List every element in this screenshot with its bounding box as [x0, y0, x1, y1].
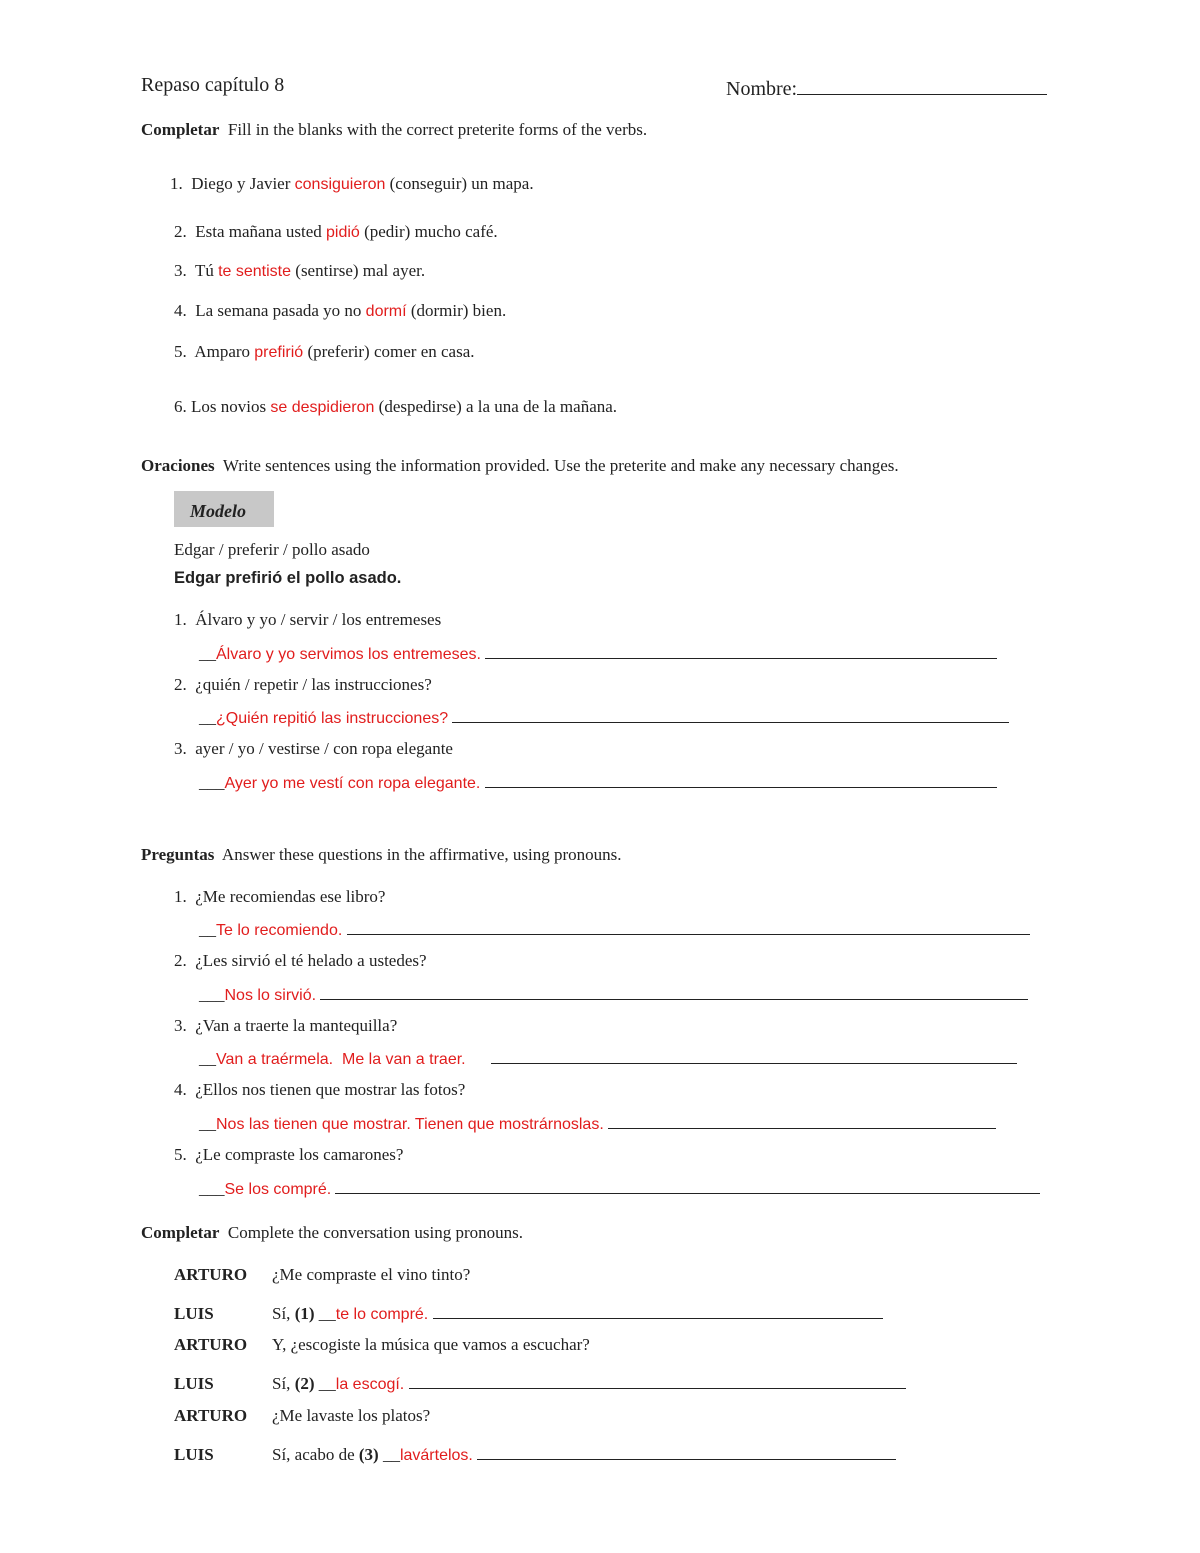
modelo-prompt: Edgar / preferir / pollo asado — [174, 540, 370, 559]
answer-line[interactable]: ___Se los compré. — [199, 1175, 1040, 1199]
answer: consiguieron — [294, 176, 386, 193]
name-blank[interactable] — [797, 74, 1047, 95]
section-instructions: Write sentences using the information provided. Use the preterite and make any necessary changes. — [222, 456, 899, 475]
answer: Te lo recomiendo. — [216, 922, 343, 939]
modelo-answer: Edgar prefirió el pollo asado. — [174, 569, 402, 587]
section-title: Oraciones — [141, 456, 215, 475]
answer: dormí — [365, 303, 407, 320]
list-item: 4. ¿Ellos nos tienen que mostrar las fotos? — [174, 1080, 466, 1099]
list-item: 2. Esta mañana usted pidió (pedir) mucho café. — [174, 222, 498, 241]
dialogue-row[interactable]: LUIS Sí, acabo de (3) __lavártelos. — [174, 1441, 896, 1465]
dialogue-row: ARTURO ¿Me compraste el vino tinto? — [174, 1265, 471, 1284]
answer: se despidieron — [270, 399, 375, 416]
speaker: ARTURO — [174, 1265, 248, 1284]
answer: lavártelos. — [399, 1447, 473, 1464]
dialogue-row: ARTURO Y, ¿escogiste la música que vamos a escuchar? — [174, 1335, 590, 1354]
section-preguntas-heading — [141, 845, 622, 865]
answer: Van a traérmela. Me la van a traer. — [216, 1051, 466, 1068]
name-label: Nombre: — [726, 78, 798, 100]
answer: pidió — [326, 224, 360, 241]
speaker: LUIS — [174, 1445, 214, 1464]
dialogue-row[interactable]: LUIS Sí, (2) __la escogí. — [174, 1370, 906, 1394]
list-item: 3. Tú te sentiste (sentirse) mal ayer. — [174, 261, 426, 280]
answer-line[interactable]: __Te lo recomiendo. — [199, 916, 1030, 940]
speaker: LUIS — [174, 1374, 214, 1393]
answer: la escogí. — [335, 1376, 405, 1393]
list-item: 1. Álvaro y yo / servir / los entremeses — [174, 610, 442, 629]
section-completar-1-heading — [141, 120, 647, 140]
dialogue-row[interactable]: LUIS Sí, (1) __te lo compré. — [174, 1300, 883, 1324]
answer: te lo compré. — [335, 1306, 429, 1323]
list-item: 2. ¿Les sirvió el té helado a ustedes? — [174, 951, 427, 970]
answer-line[interactable]: ___Nos lo sirvió. — [199, 981, 1028, 1005]
section-title: Preguntas — [141, 845, 215, 864]
answer-line[interactable]: ___Ayer yo me vestí con ropa elegante. — [199, 769, 997, 793]
list-item: 5. ¿Le compraste los camarones? — [174, 1145, 404, 1164]
list-item: 1. Diego y Javier consiguieron (conseguir) un mapa. — [170, 174, 534, 193]
modelo-label: Modelo — [190, 501, 246, 521]
answer-line[interactable]: __Van a traérmela. Me la van a traer. — [199, 1045, 1017, 1069]
section-title: Completar — [141, 1223, 220, 1242]
list-item: 5. Amparo prefirió (preferir) comer en casa. — [174, 342, 475, 361]
answer: Ayer yo me vestí con ropa elegante. — [224, 775, 481, 792]
answer: Álvaro y yo servimos los entremeses. — [216, 646, 481, 663]
answer-line[interactable]: __¿Quién repitió las instrucciones? — [199, 704, 1009, 728]
section-oraciones-heading — [141, 456, 899, 476]
dialogue-row: ARTURO ¿Me lavaste los platos? — [174, 1406, 431, 1425]
section-instructions: Fill in the blanks with the correct preterite forms of the verbs. — [227, 120, 648, 139]
speaker: ARTURO — [174, 1335, 248, 1354]
section-title: Completar — [141, 120, 220, 139]
list-item: 2. ¿quién / repetir / las instrucciones? — [174, 675, 432, 694]
answer: te sentiste — [218, 263, 292, 280]
list-item: 3. ayer / yo / vestirse / con ropa elegante — [174, 739, 453, 758]
list-item: 4. La semana pasada yo no dormí (dormir) bien. — [174, 301, 507, 320]
answer: Se los compré. — [224, 1181, 332, 1198]
answer-line[interactable]: __Álvaro y yo servimos los entremeses. — [199, 640, 997, 664]
list-item: 6. Los novios se despidieron (despedirse) a la una de la mañana. — [174, 397, 618, 416]
list-item: 3. ¿Van a traerte la mantequilla? — [174, 1016, 398, 1035]
answer: Nos lo sirvió. — [224, 987, 317, 1004]
page-title: Repaso capítulo 8 — [141, 74, 285, 96]
speaker: ARTURO — [174, 1406, 248, 1425]
speaker: LUIS — [174, 1304, 214, 1323]
section-instructions: Answer these questions in the affirmative, using pronouns. — [221, 845, 622, 864]
answer: prefirió — [254, 344, 304, 361]
answer-line[interactable]: __Nos las tienen que mostrar. Tienen que mostrárnoslas. — [199, 1110, 996, 1134]
name-field[interactable] — [726, 74, 1047, 101]
list-item: 1. ¿Me recomiendas ese libro? — [174, 887, 386, 906]
section-completar-2-heading — [141, 1223, 523, 1243]
answer: Nos las tienen que mostrar. Tienen que mostrárnoslas. — [216, 1116, 604, 1133]
section-instructions: Complete the conversation using pronouns. — [227, 1223, 523, 1242]
answer: ¿Quién repitió las instrucciones? — [216, 710, 449, 727]
modelo-box — [174, 491, 274, 527]
